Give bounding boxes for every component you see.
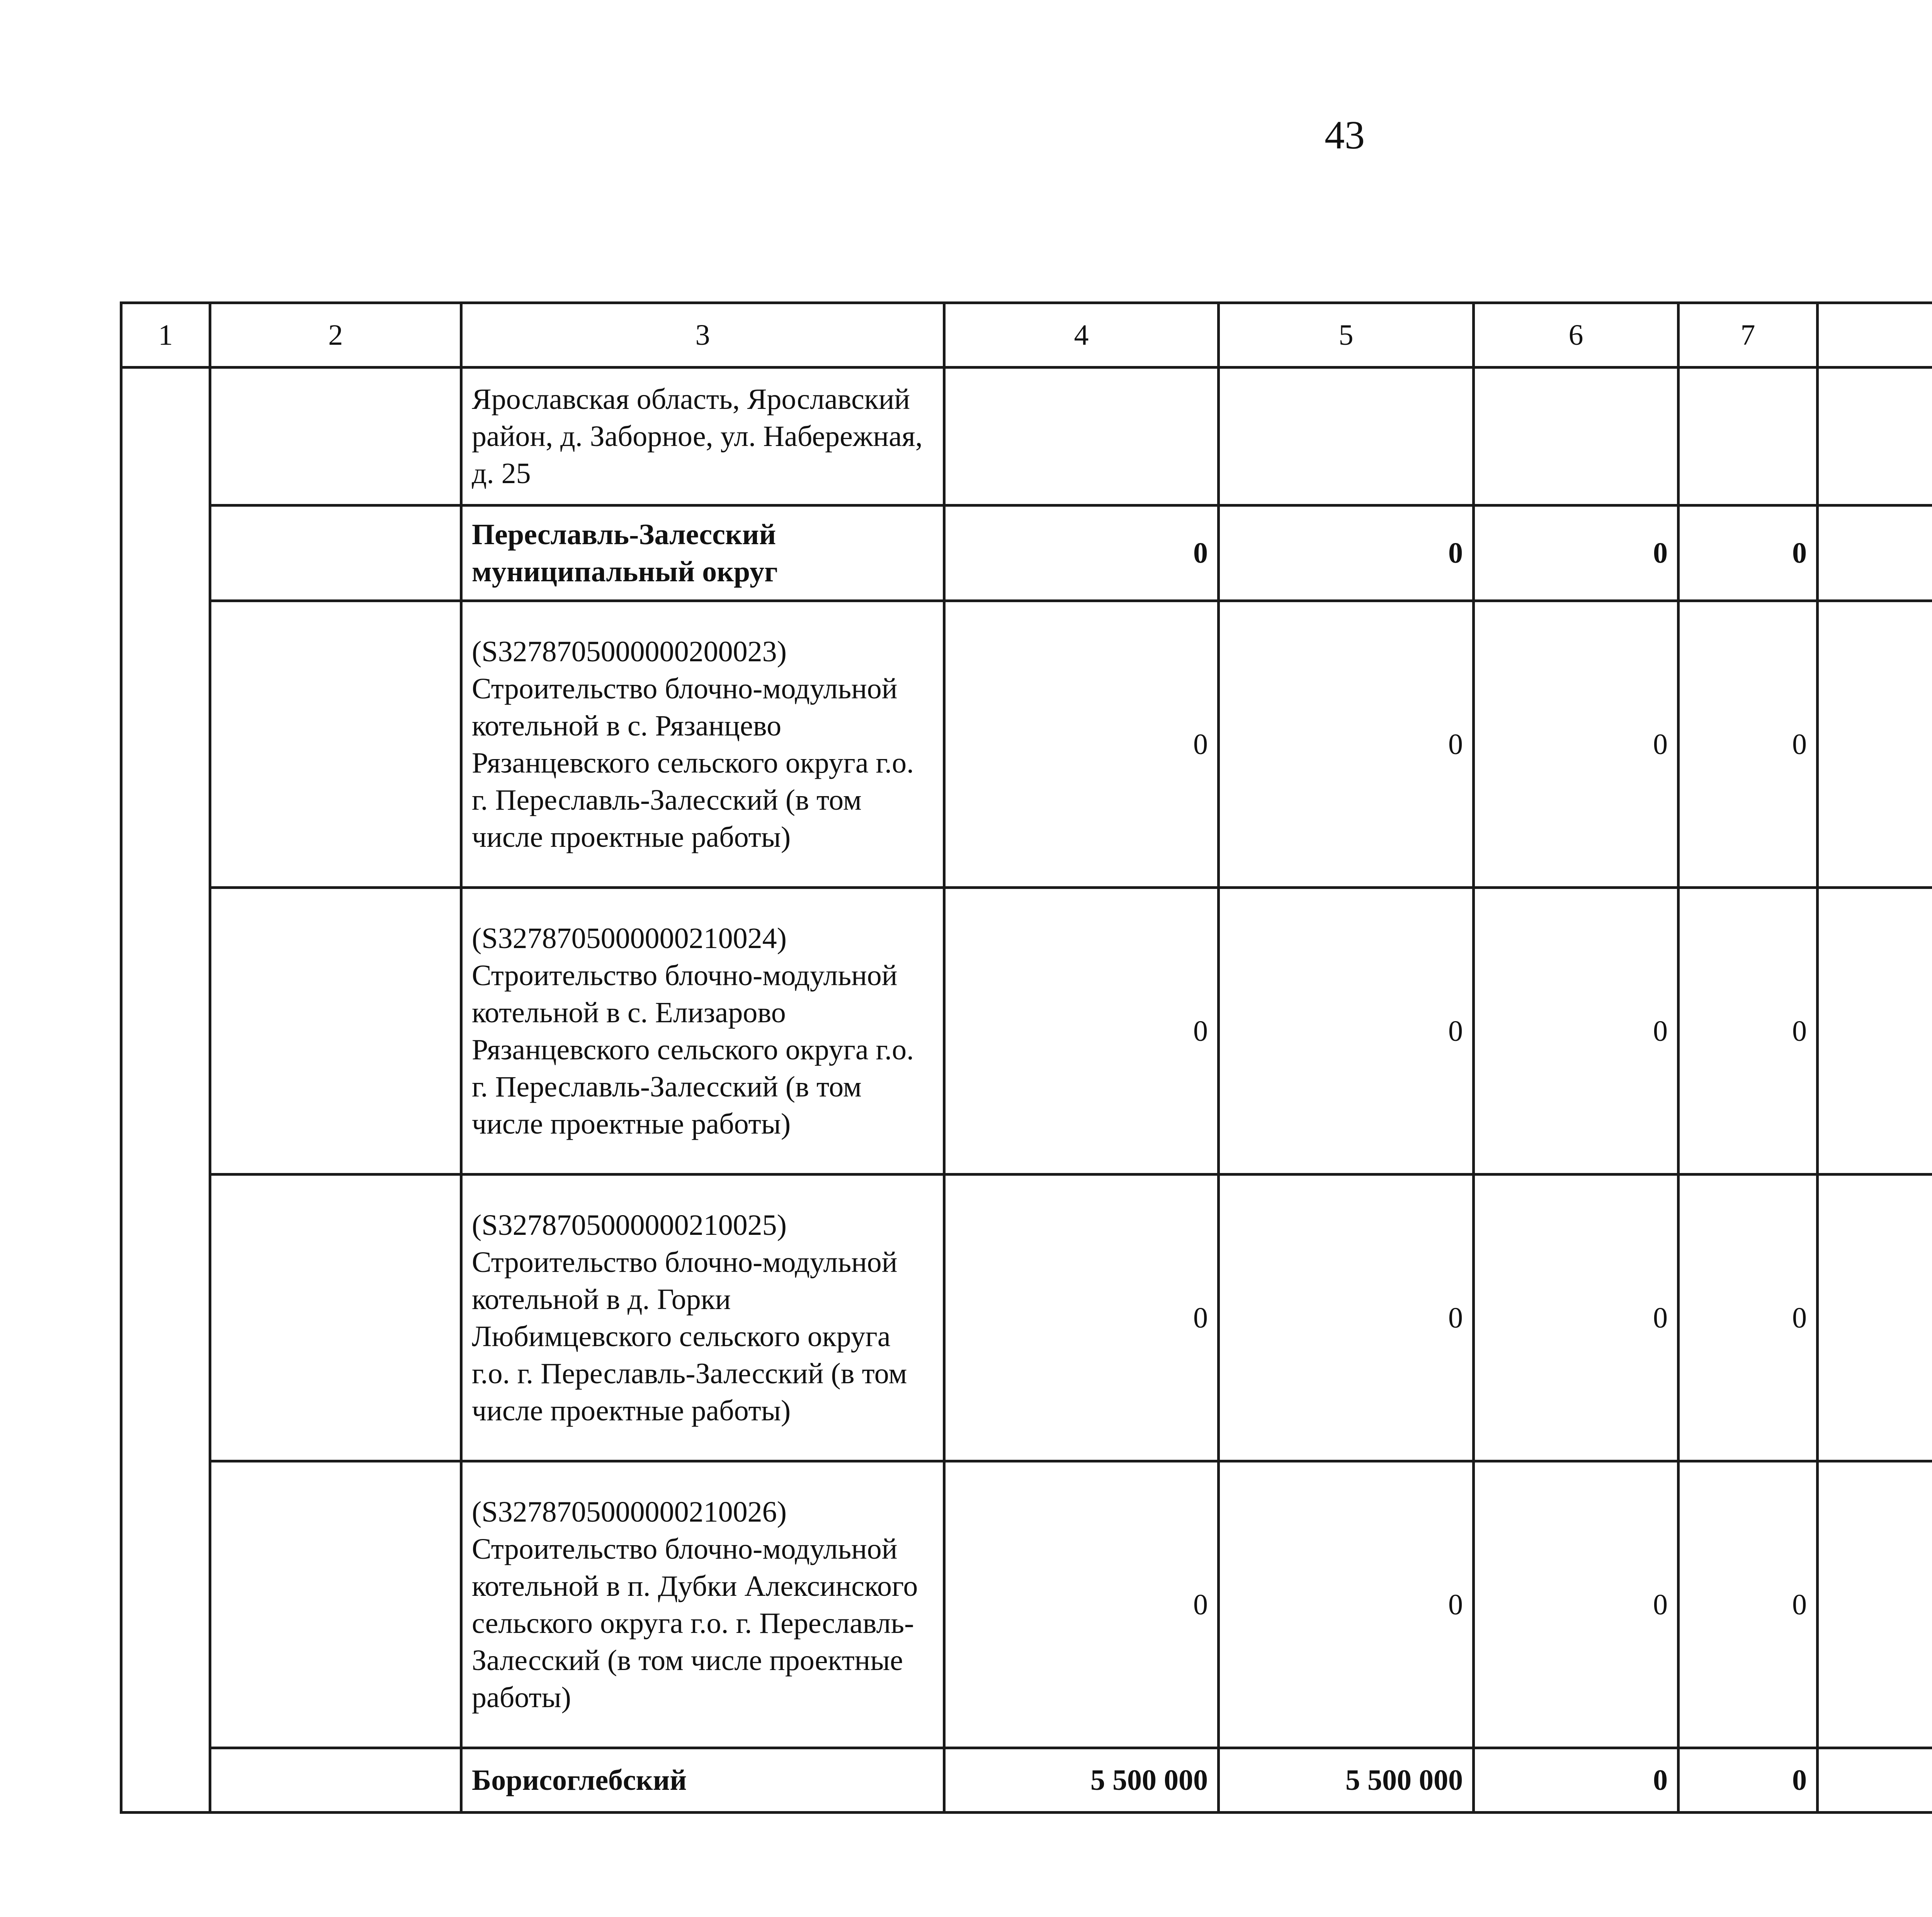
- cell-value: [1818, 368, 1932, 506]
- cell-value: 0: [1679, 506, 1818, 601]
- cell-value: [1818, 1461, 1932, 1748]
- cell-col2: [210, 506, 461, 601]
- row-name: (S3278705000000200023) Строительство блочно-модульной котельной в с. Рязанцево Рязанцевского сельского округа г.о. г. Переславль-Залесский (в том числе проектные работы): [461, 601, 944, 888]
- cell-value: 0: [1474, 506, 1679, 601]
- cell-value: 0: [1474, 601, 1679, 888]
- column-number: 3: [461, 303, 944, 368]
- column-number: 1: [121, 303, 210, 368]
- cell-value: 0: [1219, 1461, 1474, 1748]
- cell-value: 0: [944, 1175, 1219, 1461]
- table-row: [121, 506, 1932, 601]
- cell-col2: [210, 888, 461, 1175]
- budget-table: [120, 301, 1932, 1814]
- row-name: (S3278705000000210025) Строительство блочно-модульной котельной в д. Горки Любимцевского сельского округа г.о. г. Переславль-Залесский (в том числе проектные работы): [461, 1175, 944, 1461]
- cell-value: [1818, 601, 1932, 888]
- table-body: [121, 303, 1932, 1813]
- column-number: 6: [1474, 303, 1679, 368]
- merged-cell-col1: [121, 368, 210, 1813]
- cell-value: [944, 368, 1219, 506]
- cell-value: 0: [1474, 1748, 1679, 1813]
- cell-value: [1679, 368, 1818, 506]
- row-name: (S3278705000000210024) Строительство блочно-модульной котельной в с. Елизарово Рязанцевского сельского округа г.о. г. Переславль-Залесский (в том числе проектные работы): [461, 888, 944, 1175]
- table-row: [121, 601, 1932, 888]
- row-name: (S3278705000000210026) Строительство блочно-модульной котельной в п. Дубки Алексинского сельского округа г.о. г. Переславль-Залесский (в том числе проектные работы): [461, 1461, 944, 1748]
- cell-value: 0: [944, 888, 1219, 1175]
- cell-value: [1818, 888, 1932, 1175]
- row-name: Ярославская область, Ярославский район, д. Заборное, ул. Набережная, д. 25: [461, 368, 944, 506]
- cell-col2: [210, 368, 461, 506]
- cell-value: [1818, 506, 1932, 601]
- column-number: 2: [210, 303, 461, 368]
- cell-value: 5 500 000: [944, 1748, 1219, 1813]
- table-row: [121, 1175, 1932, 1461]
- cell-value: [1219, 368, 1474, 506]
- cell-col2: [210, 1748, 461, 1813]
- column-number: 4: [944, 303, 1219, 368]
- table-row: [121, 368, 1932, 506]
- cell-value: [1474, 368, 1679, 506]
- cell-value: 0: [944, 1461, 1219, 1748]
- page-number: 43: [1325, 113, 1365, 157]
- column-number-row: [121, 303, 1932, 368]
- cell-value: 0: [1219, 888, 1474, 1175]
- cell-value: 0: [1474, 1461, 1679, 1748]
- cell-value: [1818, 1175, 1932, 1461]
- cell-value: 0: [1219, 506, 1474, 601]
- table-row: [121, 1748, 1932, 1813]
- cell-value: 0: [1219, 1175, 1474, 1461]
- cell-value: 0: [1679, 888, 1818, 1175]
- cell-value: 0: [1679, 601, 1818, 888]
- cell-value: [1818, 1748, 1932, 1813]
- table-row: [121, 1461, 1932, 1748]
- cell-value: 0: [1679, 1461, 1818, 1748]
- cell-value: 0: [944, 506, 1219, 601]
- cell-value: 0: [944, 601, 1219, 888]
- column-number: 7: [1679, 303, 1818, 368]
- cell-value: 0: [1219, 601, 1474, 888]
- row-name: Борисоглебский: [461, 1748, 944, 1813]
- cell-col2: [210, 1175, 461, 1461]
- row-name: Переславль-Залесский муниципальный округ: [461, 506, 944, 601]
- cell-value: 0: [1679, 1175, 1818, 1461]
- cell-value: 0: [1474, 1175, 1679, 1461]
- cell-value: 5 500 000: [1219, 1748, 1474, 1813]
- table-row: [121, 888, 1932, 1175]
- cell-col2: [210, 601, 461, 888]
- cell-value: 0: [1679, 1748, 1818, 1813]
- column-number: [1818, 303, 1932, 368]
- column-number: 5: [1219, 303, 1474, 368]
- cell-col2: [210, 1461, 461, 1748]
- cell-value: 0: [1474, 888, 1679, 1175]
